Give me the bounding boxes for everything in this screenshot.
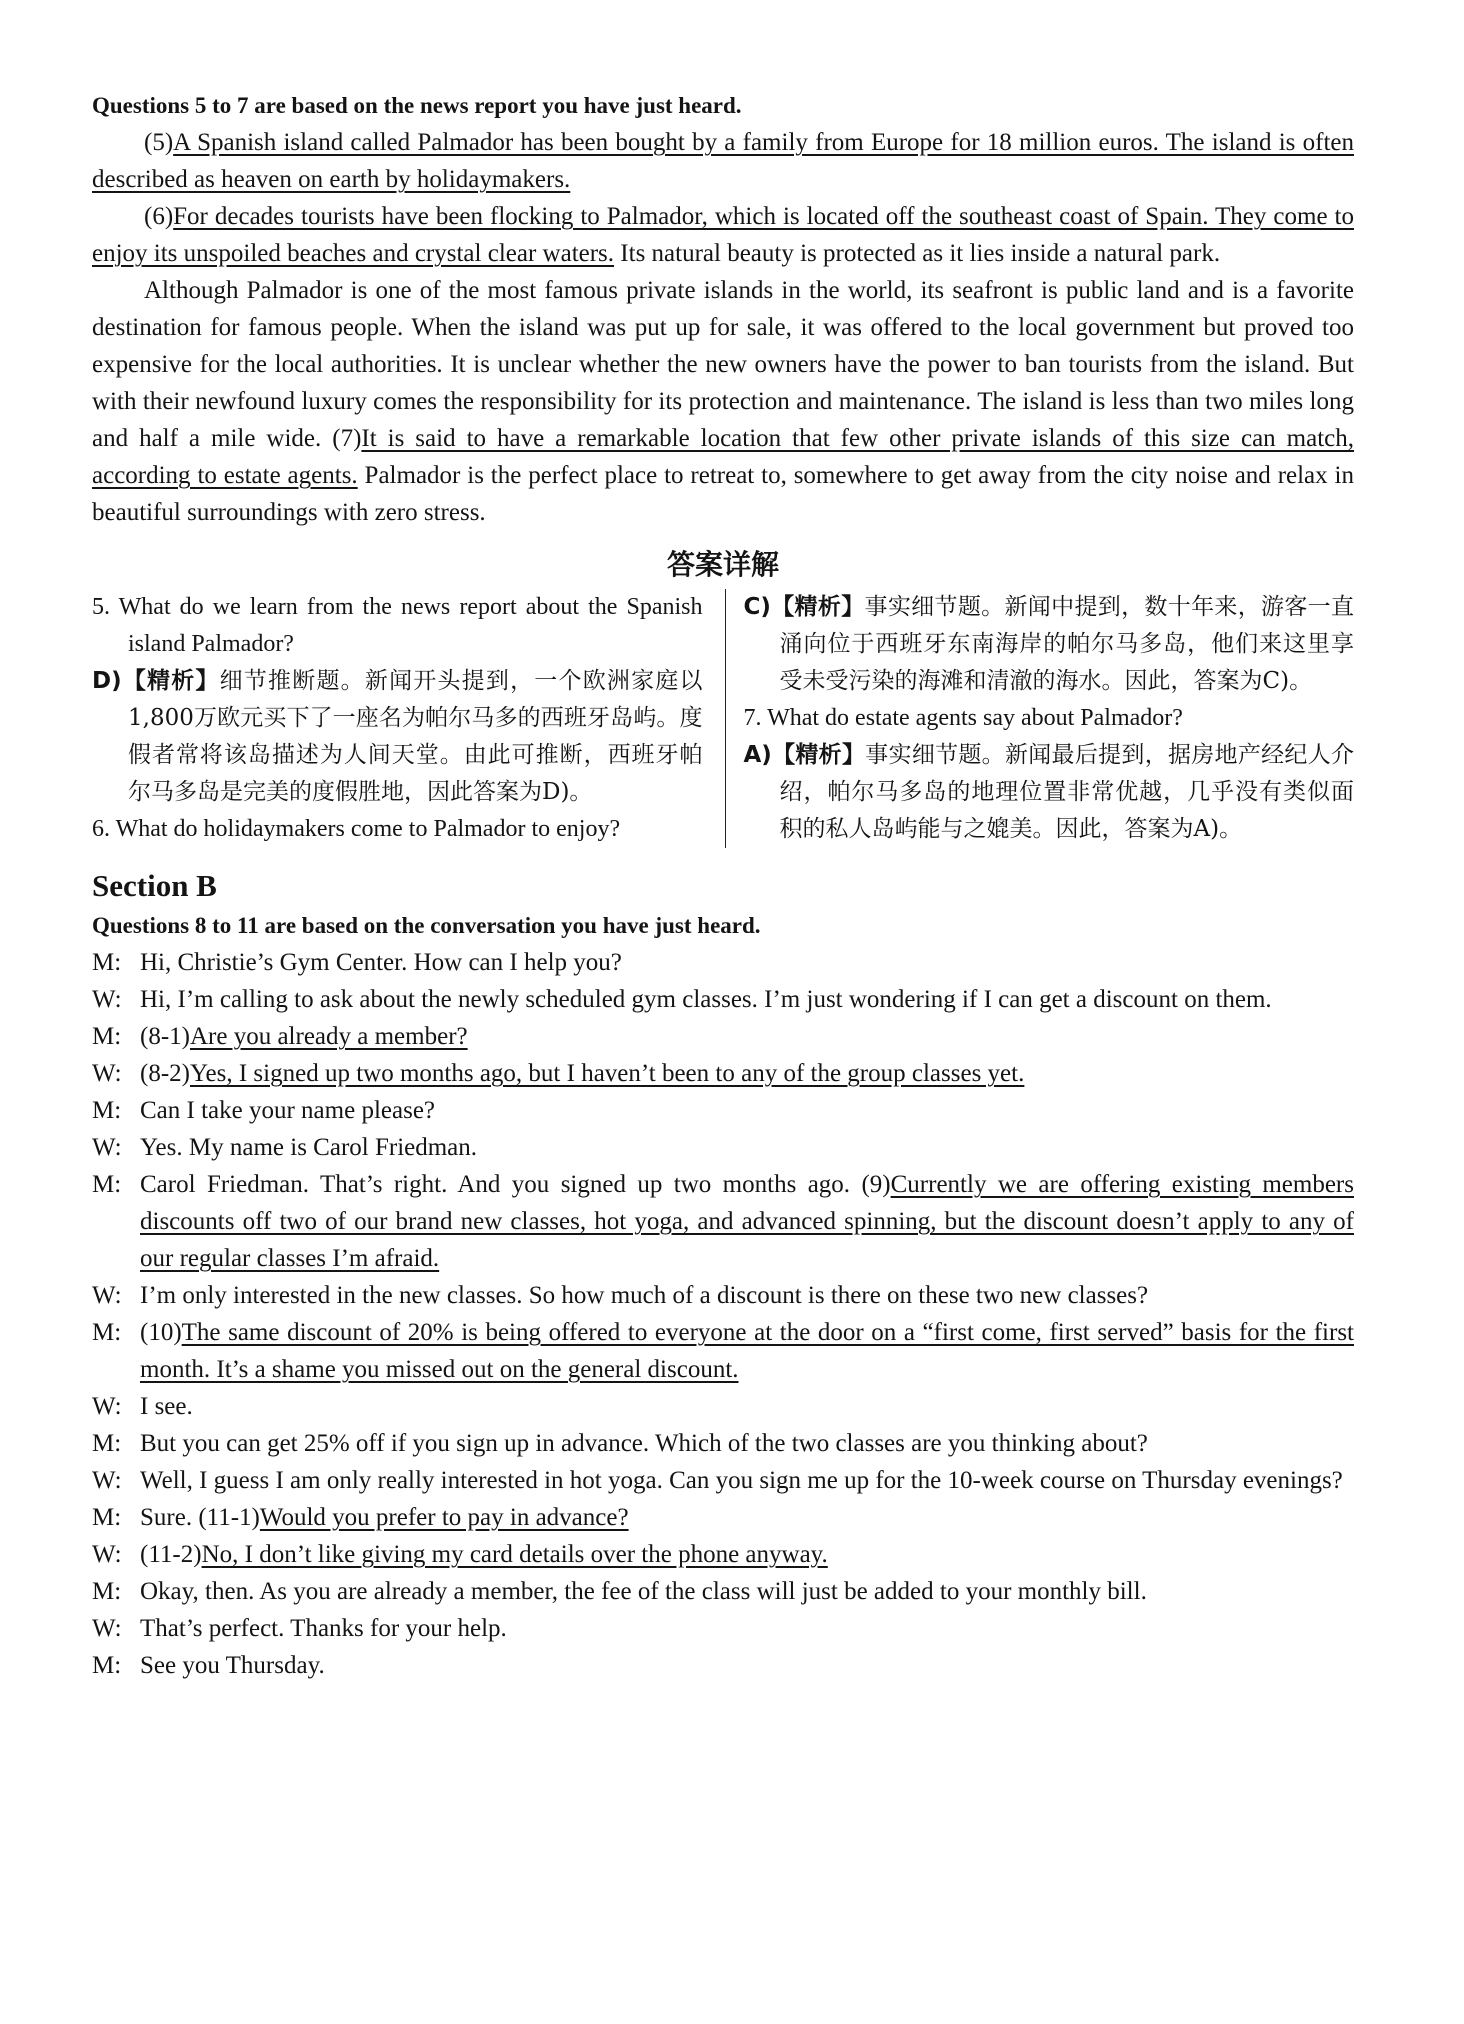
dialogue-line: M: Okay, then. As you are already a member, the fee of the class will just be added to your monthly bill. (92, 1573, 1354, 1610)
dialogue-line: M: But you can get 25% off if you sign up in advance. Which of the two classes are you thinking about? (92, 1425, 1354, 1462)
underlined-answer-11-1: Would you prefer to pay in advance? (259, 1504, 629, 1531)
dialogue-line: M: Can I take your name please? (92, 1092, 1354, 1129)
question-6: 6. What do holidaymakers come to Palmador to enjoy? (92, 816, 621, 842)
answer-column-left (92, 589, 726, 848)
paragraph-5: (5)A Spanish island called Palmador has been bought by a family from Europe for 18 million euros. The island is often described as heaven on earth by holidaymakers. (92, 129, 1354, 193)
speaker-label: W: (92, 1615, 122, 1642)
section-b-title: Section B (92, 868, 217, 903)
speaker-label: M: (92, 1652, 122, 1679)
dialogue-line: W: I’m only interested in the new classes. So how much of a discount is there on these two new classes? (92, 1277, 1354, 1314)
answer-5: D)【精析】细节推断题。新闻开头提到，一个欧洲家庭以1,800万欧元买下了一座名为帕尔马多的西班牙岛屿。度假者常将该岛描述为人间天堂。由此可推断，西班牙帕尔马多岛是完美的度假胜地，因此答案为D)。 (92, 668, 703, 805)
speaker-label: M: (92, 1578, 122, 1605)
dialogue-line: M: See you Thursday. (92, 1647, 1354, 1684)
speaker-label: W: (92, 1393, 122, 1420)
dialogue-line: W: (8-2)Yes, I signed up two months ago, but I haven’t been to any of the group classes yet. (92, 1055, 1354, 1092)
dialogue-line: M: (8-1)Are you already a member? (92, 1018, 1354, 1055)
speaker-label: W: (92, 1282, 122, 1309)
dialogue-line: W: Hi, I’m calling to ask about the newly scheduled gym classes. I’m just wondering if I can get a discount on them. (92, 981, 1354, 1018)
answer-6: C)【精析】事实细节题。新闻中提到，数十年来，游客一直涌向位于西班牙东南海岸的帕尔马多岛，他们来这里享受未受污染的海滩和清澈的海水。因此，答案为C)。 (743, 594, 1355, 694)
speaker-label: M: (92, 1319, 122, 1346)
dialogue-line: M: Hi, Christie’s Gym Center. How can I help you? (92, 944, 1354, 981)
speaker-label: W: (92, 1541, 122, 1568)
underlined-answer-8-2: Yes, I signed up two months ago, but I haven’t been to any of the group classes yet. (189, 1060, 1025, 1087)
speaker-label: M: (92, 1430, 122, 1457)
underlined-answer-10: The same discount of 20% is being offered to everyone at the door on a “first come, first served” basis for the first month. It’s a shame you missed out on the general discount. (140, 1319, 1354, 1383)
speaker-label: W: (92, 1134, 122, 1161)
question-5: 5. What do we learn from the news report about the Spanish island Palmador? (92, 594, 703, 657)
section-a-heading: Questions 5 to 7 are based on the news report you have just heard. (92, 93, 742, 118)
dialogue-line: W: (11-2)No, I don’t like giving my card details over the phone anyway. (92, 1536, 1354, 1573)
answer-7: A)【精析】事实细节题。新闻最后提到，据房地产经纪人介绍，帕尔马多岛的地理位置非常优越，几乎没有类似面积的私人岛屿能与之媲美。因此，答案为A)。 (743, 742, 1355, 842)
speaker-label: M: (92, 1171, 122, 1198)
paragraph-6: (6)For decades tourists have been flocking to Palmador, which is located off the southeast coast of Spain. They come to enjoy its unspoiled beaches and crystal clear waters. Its natural beauty is protected as it lies inside a natural park. (92, 203, 1354, 267)
underlined-answer-9: Currently we are offering existing members discounts off two of our brand new classes, hot yoga, and advanced spinning, but the discount doesn’t apply to any of our regular classes I’m afraid. (140, 1171, 1354, 1272)
answers-title: 答案详解 (666, 548, 779, 581)
speaker-label: W: (92, 1060, 122, 1087)
question-7: 7. What do estate agents say about Palmador? (743, 705, 1183, 731)
dialogue-line: M: (10)The same discount of 20% is being offered to everyone at the door on a “first come, first served” basis for the first month. It’s a shame you missed out on the general discount. (92, 1314, 1354, 1388)
answer-column-right (726, 589, 1355, 848)
dialogue-line: W: I see. (92, 1388, 1354, 1425)
section-b-heading: Questions 8 to 11 are based on the conversation you have just heard. (92, 913, 761, 938)
dialogue-line: W: That’s perfect. Thanks for your help. (92, 1610, 1354, 1647)
speaker-label: M: (92, 1097, 122, 1124)
paragraph-7: Although Palmador is one of the most famous private islands in the world, its seafront is public land and is a favorite destination for famous people. When the island was put up for sale, it was offered to the local government but proved too expensive for the local authorities. It is unclear whether the new owners have the power to ban tourists from the island. But with their newfound luxury comes the responsibility for its protection and maintenance. The island is less than two miles long and half a mile wide. (7)It is said to have a remarkable location that few other private islands of this size can match, according to estate agents. Palmador is the perfect place to retreat to, somewhere to get away from the city noise and relax in beautiful surroundings with zero stress. (92, 277, 1355, 526)
speaker-label: M: (92, 949, 122, 976)
dialogue-line: W: Well, I guess I am only really interested in hot yoga. Can you sign me up for the 10-week course on Thursday evenings? (92, 1462, 1354, 1499)
speaker-label: W: (92, 1467, 122, 1494)
dialogue-line: W: Yes. My name is Carol Friedman. (92, 1129, 1354, 1166)
underlined-answer-6: For decades tourists have been flocking to Palmador, which is located off the southeast coast of Spain. They come to enjoy its unspoiled beaches and crystal clear waters. (92, 203, 1354, 267)
underlined-answer-8-1: Are you already a member? (189, 1023, 468, 1050)
speaker-label: W: (92, 986, 122, 1013)
answer-columns (92, 589, 1354, 848)
dialogue-line: M: Sure. (11-1)Would you prefer to pay in advance? (92, 1499, 1354, 1536)
underlined-answer-5: A Spanish island called Palmador has been bought by a family from Europe for 18 million euros. The island is often described as heaven on earth by holidaymakers. (92, 129, 1354, 193)
speaker-label: M: (92, 1504, 122, 1531)
dialogue-line: M: Carol Friedman. That’s right. And you signed up two months ago. (9)Currently we are offering existing members discounts off two of our brand new classes, hot yoga, and advanced spinning, but the discount doesn’t apply to any of our regular classes I’m afraid. (92, 1166, 1354, 1277)
underlined-answer-11-2: No, I don’t like giving my card details over the phone anyway. (201, 1541, 828, 1568)
speaker-label: M: (92, 1023, 122, 1050)
underlined-answer-7: It is said to have a remarkable location that few other private islands of this size can match, according to estate agents. (92, 425, 1355, 489)
